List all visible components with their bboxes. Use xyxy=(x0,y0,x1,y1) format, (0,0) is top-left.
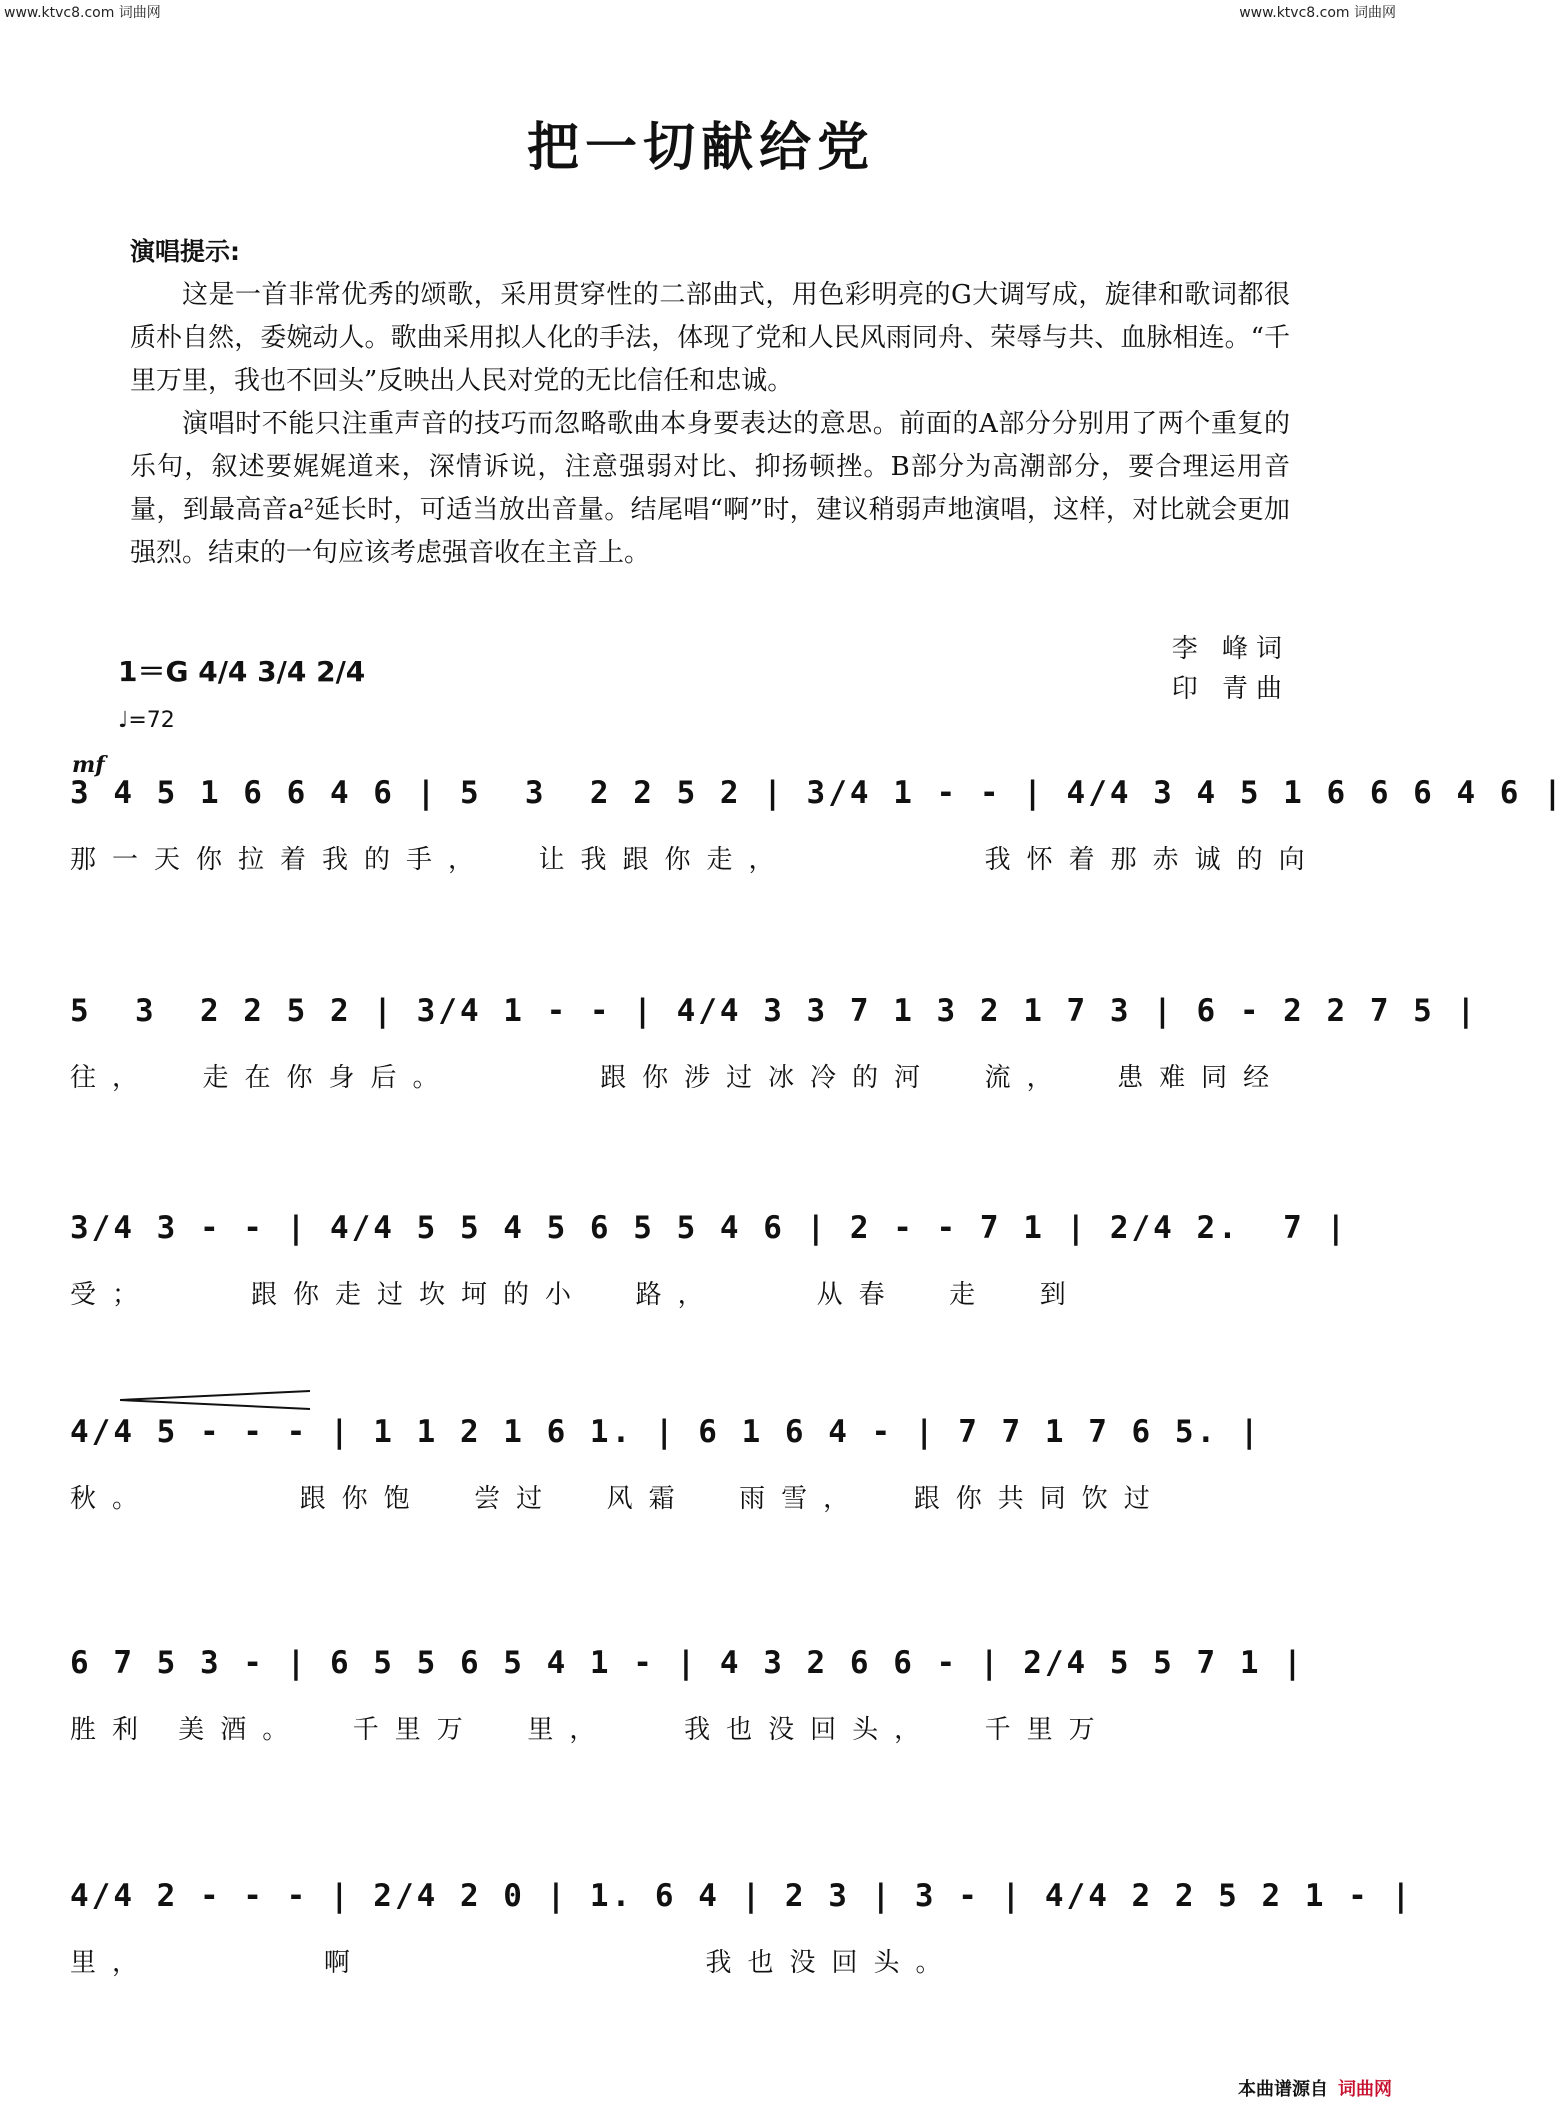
footer-source: 本曲谱源自 xyxy=(1238,2079,1328,2100)
lyrics-line: 胜利 美酒。 千里万 里， 我也没回头， 千里万 xyxy=(70,1715,1111,1745)
dynamic-marking: mf xyxy=(72,752,105,778)
lyrics-line: 往， 走在你身后。 跟你涉过冰冷的河 流， 患难同经 xyxy=(70,1063,1286,1093)
lyrics-line: 那一天你拉着我的手， 让我跟你走， 我怀着那赤诚的向 xyxy=(70,845,1321,875)
tempo-marking: ♩=72 xyxy=(118,708,175,733)
score-system-2 xyxy=(70,993,1479,1094)
notes-paragraph-2: 演唱时不能只注重声音的技巧而忽略歌曲本身要表达的意思。前面的A部分分别用了两个重复的乐句，叙述要娓娓道来，深情诉说，注意强弱对比、抑扬顿挫。B部分为高潮部分，要合理运用音量，到最高音a²延长时，可适当放出音量。结尾唱“啊”时，建议稍弱声地演唱，这样，对比就会更加强烈。结束的一句应该考虑强音收在主音上。 xyxy=(130,409,1290,568)
lyricist-credit: 李 峰词 xyxy=(1171,634,1290,664)
header-url-right: www.ktvc8.com 词曲网 xyxy=(1239,5,1396,21)
score-system-6 xyxy=(70,1878,1414,1979)
score-system-1 xyxy=(70,775,1565,876)
notation-line: 3 4 5 1 6 6 4 6 | 5 3 2 2 5 2 | 3/4 1 - - | 4/4 3 4 5 1 6 6 6 4 6 | xyxy=(70,775,1565,811)
performance-notes xyxy=(130,232,1290,575)
notation-line: 4/4 2 - - - | 2/4 2 0 | 1. 6 4 | 2 3 | 3 - | 4/4 2 2 5 2 1 - | xyxy=(70,1878,1414,1914)
lyrics-line: 受； 跟你走过坎坷的小 路， 从春 走 到 xyxy=(70,1280,1082,1310)
notes-paragraph-1: 这是一首非常优秀的颂歌，采用贯穿性的二部曲式，用色彩明亮的G大调写成，旋律和歌词都很质朴自然，委婉动人。歌曲采用拟人化的手法，体现了党和人民风雨同舟、荣辱与共、血脉相连。“千里万里，我也不回头”反映出人民对党的无比信任和忠诚。 xyxy=(130,280,1290,396)
key-signature: 1＝G 4/4 3/4 2/4 xyxy=(118,655,366,688)
score-system-4 xyxy=(70,1414,1350,1515)
composer-credit: 印 青曲 xyxy=(1171,674,1290,704)
notation-line: 4/4 5 - - - | 1 1 2 1 6 1. | 6 1 6 4 - | 7 7 1 7 6 5. | xyxy=(70,1414,1262,1450)
lyrics-line: 里， 啊 我也没回头。 xyxy=(70,1948,958,1978)
lyrics-line: 秋。 跟你饱 尝过 风霜 雨雪， 跟你共同饮过 xyxy=(70,1484,1166,1514)
footer-brand-logo: 词曲网 xyxy=(1338,2079,1392,2100)
footer-credit xyxy=(1238,2075,1392,2101)
notation-line: 5 3 2 2 5 2 | 3/4 1 - - | 4/4 3 3 7 1 3 2 1 7 3 | 6 - 2 2 7 5 | xyxy=(70,993,1479,1029)
header-url-left: www.ktvc8.com 词曲网 xyxy=(4,5,161,21)
notation-line: 3/4 3 - - | 4/4 5 5 4 5 6 5 5 4 6 | 2 - - 7 1 | 2/4 2. 7 | xyxy=(70,1210,1349,1246)
score-system-3 xyxy=(70,1210,1350,1311)
notation-line: 6 7 5 3 - | 6 5 5 6 5 4 1 - | 4 3 2 6 6 - | 2/4 5 5 7 1 | xyxy=(70,1645,1305,1681)
notes-heading: 演唱提示: xyxy=(130,237,240,266)
crescendo-hairpin xyxy=(120,1390,310,1410)
score-system-5 xyxy=(70,1645,1350,1746)
song-title: 把一切献给党 xyxy=(526,117,875,178)
